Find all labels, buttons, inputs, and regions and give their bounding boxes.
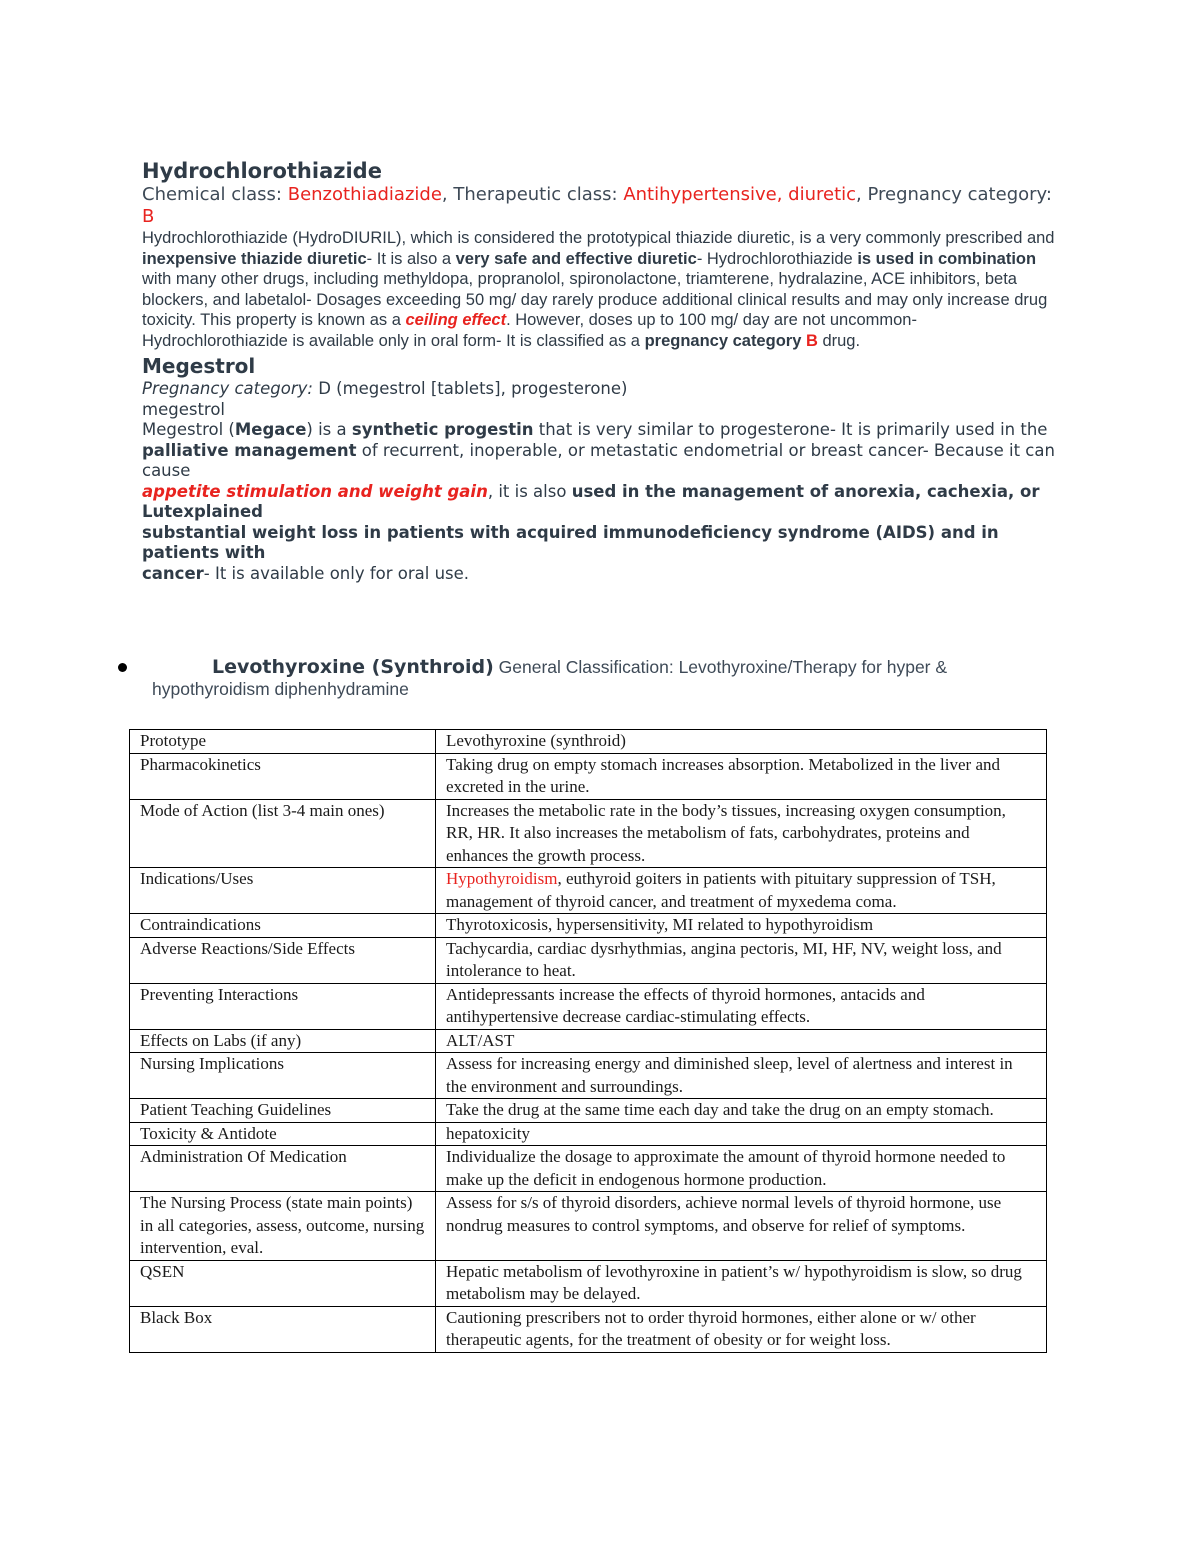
table-row — [130, 730, 1047, 754]
meg-bold-3: palliative management — [142, 440, 357, 460]
levo-title: Levothyroxine (Synthroid) — [212, 656, 494, 678]
table-row — [130, 1260, 1047, 1306]
hctz-bold-4: pregnancy category — [644, 331, 806, 350]
row-value — [436, 868, 1047, 914]
meg-text-4: of recurrent, inoperable, or metastatic endometrial or breast cancer- Because it can cause — [142, 440, 1055, 480]
row-label: Adverse Reactions/Side Effects — [130, 937, 436, 983]
table-row — [130, 1053, 1047, 1099]
row-value: Hepatic metabolism of levothyroxine in patient’s w/ hypothyroidism is slow, so drug metabolism may be delayed. — [436, 1260, 1047, 1306]
table-row — [130, 1029, 1047, 1053]
hctz-ceiling-effect: ceiling effect — [405, 311, 507, 329]
megestrol-line2: megestrol — [142, 399, 226, 419]
row-value: Levothyroxine (synthroid) — [436, 730, 1047, 754]
ther-class-label: , Therapeutic class: — [441, 184, 624, 205]
row-value: Tachycardia, cardiac dysrhythmias, angina pectoris, MI, HF, NV, weight loss, and intolerance to heat. — [436, 937, 1047, 983]
megestrol-description-3 — [142, 482, 1062, 523]
row-label: Toxicity & Antidote — [130, 1122, 436, 1146]
row-label: Preventing Interactions — [130, 983, 436, 1029]
table-row — [130, 983, 1047, 1029]
row-label: Pharmacokinetics — [130, 753, 436, 799]
meg-text-1: Megestrol ( — [142, 420, 235, 439]
meg-bold-5: substantial weight loss in patients with acquired immunodeficiency syndrome (AIDS) and in patients with — [142, 522, 999, 562]
megestrol-preg-value: D (megestrol [tablets], progesterone) — [312, 379, 628, 398]
hctz-text-1: Hydrochlorothiazide (HydroDIURIL), which is considered the prototypical thiazide diuretic, is a very commonly prescribed and — [142, 229, 1055, 247]
meg-text-5: , it is also — [487, 481, 572, 501]
hctz-classification — [142, 184, 1062, 228]
table-row — [130, 1146, 1047, 1192]
document-body — [142, 158, 1062, 584]
drug-table-body — [130, 730, 1047, 1353]
chem-class-value: Benzothiadiazide — [287, 184, 442, 205]
row-label: QSEN — [130, 1260, 436, 1306]
row-label: Effects on Labs (if any) — [130, 1029, 436, 1053]
meg-bold-4: used in the management of anorexia, cachexia, or Lutexplained — [142, 481, 1040, 521]
hctz-bold-3: is used in combination — [857, 249, 1037, 268]
hctz-text-2: - It is also a — [366, 249, 456, 268]
levothyroxine-heading — [118, 656, 1058, 700]
row-label: Patient Teaching Guidelines — [130, 1099, 436, 1123]
row-label: Prototype — [130, 730, 436, 754]
row-value: Cautioning prescribers not to order thyroid hormones, either alone or w/ other therapeutic agents, for the treatment of obesity or for weight loss. — [436, 1306, 1047, 1352]
drug-table — [129, 729, 1047, 1353]
row-value: Assess for s/s of thyroid disorders, achieve normal levels of thyroid hormone, use nondrug measures to control symptoms, and observe for relief of symptoms. — [436, 1192, 1047, 1261]
hctz-text-4: with many other drugs, including methyldopa, propranolol, spironolactone, triamterene, hydralazine, ACE inhibitors, beta blockers, and labetalol- Dosages exceeding 50 mg/ day rarely produce additional clinical results and may only increase drug toxicity. This property is known as a — [142, 270, 1048, 329]
table-row — [130, 914, 1047, 938]
row-value: ALT/AST — [436, 1029, 1047, 1053]
hctz-text-5: . However, doses up to 100 mg/ day are not uncommon-Hydrochlorothiazide is available only in oral form- It is classified as a — [142, 311, 917, 350]
row-value: Increases the metabolic rate in the body’s tissues, increasing oxygen consumption, RR, HR. It also increases the metabolism of fats, carbohydrates, proteins and enhances the growth process. — [436, 799, 1047, 868]
row-label: Contraindications — [130, 914, 436, 938]
table-row — [130, 1122, 1047, 1146]
meg-text-6: - It is available only for oral use. — [203, 563, 470, 583]
hctz-bold-1: inexpensive thiazide diuretic — [142, 249, 367, 268]
megestrol-description-5 — [142, 564, 1062, 585]
table-row — [130, 753, 1047, 799]
levothyroxine-heading-text — [152, 656, 1058, 700]
megestrol-description-2 — [142, 441, 1062, 482]
table-row — [130, 1192, 1047, 1261]
row-value-highlight: Hypothyroidism — [446, 869, 558, 888]
megestrol-title: Megestrol — [142, 354, 256, 378]
bullet-icon — [118, 663, 127, 672]
hctz-text-3: - Hydrochlorothiazide — [696, 249, 858, 268]
hctz-bold-2: very safe and effective diuretic — [455, 249, 697, 268]
meg-bold-6: cancer — [142, 563, 204, 583]
meg-text-3: that is very similar to progesterone- It is primarily used in the — [533, 420, 1048, 439]
chem-class-label: Chemical class: — [142, 184, 288, 205]
levo-classification: General Classification: Levothyroxine/Therapy for hyper & hypothyroidism diphenhydramine — [152, 657, 948, 699]
table-row — [130, 799, 1047, 868]
row-value: Thyrotoxicosis, hypersensitivity, MI related to hypothyroidism — [436, 914, 1047, 938]
row-label: Indications/Uses — [130, 868, 436, 914]
row-label: Nursing Implications — [130, 1053, 436, 1099]
megestrol-description-4 — [142, 523, 1062, 564]
meg-bold-2: synthetic progestin — [351, 420, 534, 439]
table-row — [130, 1099, 1047, 1123]
meg-bold-1: Megace — [234, 420, 307, 439]
table-row — [130, 1306, 1047, 1352]
hctz-bold-red: B — [805, 331, 818, 350]
row-value: Antidepressants increase the effects of thyroid hormones, antacids and antihypertensive decrease cardiac-stimulating effects. — [436, 983, 1047, 1029]
row-value: Individualize the dosage to approximate the amount of thyroid hormone needed to make up the deficit in endogenous hormone production. — [436, 1146, 1047, 1192]
megestrol-preg-label: Pregnancy category: — [142, 379, 313, 398]
row-value-text: , euthyroid goiters in patients with pituitary suppression of TSH, management of thyroid cancer, and treatment of myxedema coma. — [446, 869, 996, 911]
row-label: Administration Of Medication — [130, 1146, 436, 1192]
preg-value: B — [142, 206, 155, 227]
row-label: Black Box — [130, 1306, 436, 1352]
hctz-description — [142, 228, 1062, 351]
row-label: Mode of Action (list 3-4 main ones) — [130, 799, 436, 868]
table-row — [130, 868, 1047, 914]
ther-class-value: Antihypertensive, diuretic — [623, 184, 857, 205]
meg-red-1: appetite stimulation and weight gain — [142, 481, 488, 501]
meg-text-2: ) is a — [306, 420, 352, 439]
megestrol-description-1 — [142, 420, 1062, 441]
row-value: hepatoxicity — [436, 1122, 1047, 1146]
row-label: The Nursing Process (state main points) in all categories, assess, outcome, nursing intervention, eval. — [130, 1192, 436, 1261]
row-value: Take the drug at the same time each day and take the drug on an empty stomach. — [436, 1099, 1047, 1123]
table-row — [130, 937, 1047, 983]
row-value: Assess for increasing energy and diminished sleep, level of alertness and interest in the environment and surroundings. — [436, 1053, 1047, 1099]
hctz-title: Hydrochlorothiazide — [142, 159, 382, 183]
megestrol-pregnancy — [142, 379, 1062, 400]
preg-label: , Pregnancy category: — [856, 184, 1052, 205]
row-value: Taking drug on empty stomach increases absorption. Metabolized in the liver and excreted in the urine. — [436, 753, 1047, 799]
hctz-text-6: drug. — [817, 331, 861, 350]
